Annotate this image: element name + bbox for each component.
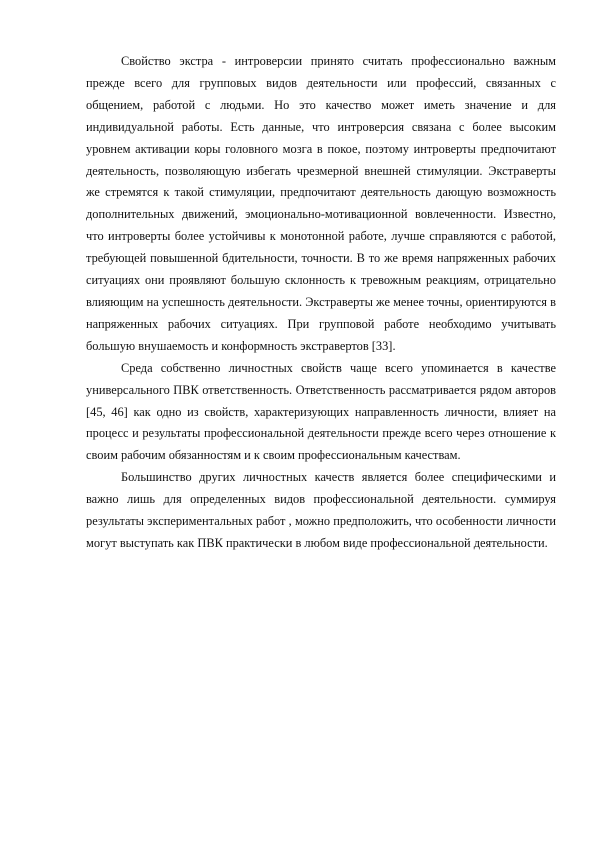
paragraph-personal-qualities: Большинство других личностных качеств является более специфическими и важно лишь для определенных видов профессиональной деятельности. суммируя результаты экспериментальных работ , можно предположить, что особенности личности могут выступать как ПВК практически в любом виде профессиональной деятельности. <box>86 470 556 550</box>
paragraph-responsibility: Среда собственно личностных свойств чаще всего упоминается в качестве универсального ПВК ответственность. Ответственность рассматривается рядом авторов [45, 46] как одно из свойств, характеризующих направленность личности, влияет на процесс и результаты профессиональной деятельности прежде всего через отношение к своим рабочим обязанностям и к своим профессиональным качествам. <box>86 360 556 463</box>
body-text <box>86 51 556 555</box>
paragraph-extraversion: Свойство экстра - интроверсии принято считать профессионально важным прежде всего для групповых видов деятельности или профессий, связанных с общением, работой с людьми. Но это качество может иметь значение и для индивидуальной работы. Есть данные, что интроверсия связана с более высоким уровнем активации коры головного мозга в покое, поэтому интроверты предпочитают деятельность, позволяющую избегать чрезмерной внешней стимуляции. Экстраверты же стремятся к такой стимуляции, предпочитают деятельность дающую возможность дополнительных движений, эмоционально-мотивационной вовлеченности. Известно, что интроверты более устойчивы к монотонной работе, лучше справляются с работой, требующей повышенной бдительности, точности. В то же время напряженных рабочих ситуациях они проявляют большую склонность к тревожным реакциям, отрицательно влияющим на успешность деятельности. Экстраверты же менее точны, ориентируются в напряженных рабочих ситуациях. При групповой работе необходимо учитывать большую внушаемость и конформность экстравертов [33]. <box>86 54 556 353</box>
